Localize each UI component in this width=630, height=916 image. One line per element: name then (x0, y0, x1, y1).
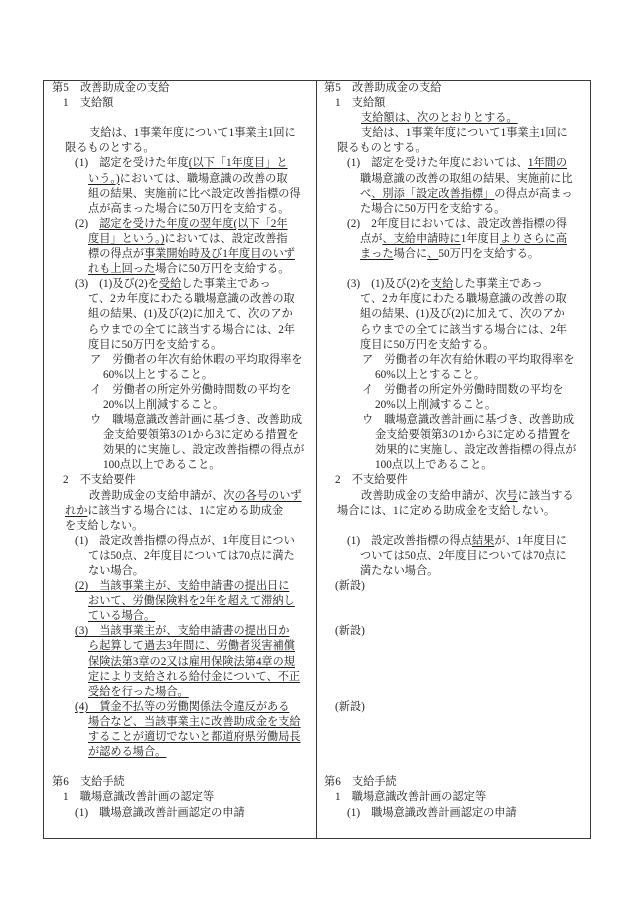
item-line (52, 217, 308, 232)
text-segment: に該当する場合には、1に定める助成金 (87, 504, 284, 517)
blank-line (324, 655, 582, 670)
underlined-item-line: 受給を行った場合。 (88, 685, 189, 698)
underlined-change: 、支給申請時に (382, 232, 461, 245)
item-line (324, 156, 582, 171)
text-segment: に該当する (517, 489, 574, 502)
item-line: 組の結果、実施前に比べ設定改善指標の得 (88, 187, 301, 200)
item-line (52, 156, 308, 171)
sub-item-line: ア 労働者の年次有給休暇の平均取得率を (90, 353, 303, 366)
underlined-item-line: おいて、労働保険料を2年を超えて滞納し (88, 595, 295, 608)
text-segment: 場合に (393, 248, 428, 261)
underlined-change: (以下「1年度目」と (188, 157, 288, 170)
item-line: 組の結果、(1)及び(2)に加えて、次のアか (88, 308, 293, 321)
text-segment: 1年度目 (460, 232, 500, 245)
section-heading: 第6 支給手続 (324, 776, 397, 789)
item-line: ない場合。 (88, 565, 144, 577)
underlined-change: 、別添「設定改善指標」 (371, 187, 495, 200)
text-segment: (3) (1)及び(2)を (347, 278, 431, 291)
sub-item-line: 効果的に実施し、設定改善指標の得点が (103, 444, 305, 457)
subsection-heading: 1 職場意識改善計画の認定等 (335, 791, 487, 804)
paragraph-line: 限るものとする。 (65, 142, 155, 155)
new-text-column (52, 81, 308, 836)
underlined-change: れも上回った (88, 263, 156, 276)
text-segment: べ (360, 187, 372, 200)
underlined-paragraph-line: 支給額は、次のとおりとする。 (361, 112, 518, 125)
underlined-change: よりさらに高 (499, 232, 568, 245)
underlined-item-line: (3) 当該事業主が、支給申請書の提出日か (75, 625, 290, 638)
item-line: て、2カ年度にわたる職場意識の改善の取 (88, 293, 295, 306)
underlined-item-line: が認める場合。 (88, 746, 167, 759)
blank-line (324, 519, 582, 534)
underlined-change: 度目」という。) (88, 232, 165, 245)
sub-item-line: 20%以上削減すること。 (103, 398, 225, 411)
item-line: 組の結果、(1)及び(2)に加えて、次のアか (360, 308, 565, 321)
blank-line (324, 730, 582, 745)
sub-item-line: 金支給要領第3の1から3に定める措置を (375, 429, 571, 442)
item-line: 満たない場合。 (360, 565, 439, 577)
item-line: 点が高まった場合に50万円を支給する。 (88, 202, 290, 215)
subsection-heading: 1 支給額 (63, 97, 114, 110)
item-line: らウまでの全てに該当する場合には、2年 (88, 323, 295, 336)
new-provision-marker: (新設) (335, 625, 365, 638)
paragraph-line (324, 489, 582, 504)
text-segment: 点が (360, 232, 383, 245)
text-segment: 場合に50万円を支給する。 (155, 263, 290, 276)
item-line (324, 187, 582, 202)
blank-line (324, 670, 582, 685)
item-line (52, 262, 308, 277)
item-line (52, 247, 308, 262)
paragraph-line: を支給しない。 (65, 519, 144, 532)
text-segment: 改善助成金の支給申請が、次 (89, 489, 235, 502)
text-segment: 改善助成金の支給申請が、次 (361, 489, 507, 502)
new-provision-marker: (新設) (335, 700, 365, 713)
comparison-table (43, 80, 591, 839)
blank-line (324, 262, 582, 277)
blank-line (52, 111, 308, 126)
underlined-item-line: 保険法第3章の2又は雇用保険法第4章の規 (88, 655, 295, 668)
underlined-change: 号 (506, 489, 518, 502)
column-divider (316, 81, 317, 838)
underlined-change: 1年間の (527, 157, 568, 170)
item-line (52, 277, 308, 292)
sub-item-line: 60%以上とすること。 (103, 368, 214, 381)
sub-item-line: 20%以上削減すること。 (375, 398, 497, 411)
old-text-column (324, 81, 582, 836)
sub-item-line: 100点以上であること。 (375, 459, 493, 472)
sub-item-line: ウ 職場意識改善計画に基づき、改善助成 (90, 414, 303, 427)
paragraph-line: 限るものとする。 (337, 142, 427, 155)
item-line: 度目に50万円を支給する。 (88, 338, 223, 351)
paragraph-line (52, 504, 308, 519)
paragraph-line (52, 489, 308, 504)
item-line (324, 232, 582, 247)
underlined-change: 認定を受けた年度の翌年度(以下「2年 (99, 217, 288, 230)
text-segment: (1) 認定を受けた年度 (75, 157, 189, 170)
underlined-item-line: 場合など、当該事業主に改善助成金を支給 (88, 715, 301, 728)
section-heading: 第5 改善助成金の支給 (324, 82, 442, 94)
item-line: ては50点、2年度目については70点に満た (88, 549, 295, 562)
sub-item-line: イ 労働者の所定外労働時間数の平均を (362, 383, 564, 396)
underlined-change: まった (360, 248, 394, 261)
item-line: (1) 設定改善指標の得点が、1年度目につい (75, 534, 295, 547)
text-segment: が、1年度目に (494, 534, 568, 547)
blank-line (324, 609, 582, 624)
sub-item-line: 60%以上とすること。 (375, 368, 486, 381)
text-segment: においては、設定改善指 (164, 232, 288, 245)
paragraph-line: 支給は、1事業年度について1事業主1回に (89, 127, 296, 140)
underlined-change: いう。) (88, 172, 120, 185)
text-segment: (1) 認定を受けた年度においては、 (347, 157, 528, 170)
item-line: ついては50点、2年度目については70点に (360, 549, 567, 562)
blank-line (324, 715, 582, 730)
subsection-heading: 2 不支給要件 (335, 474, 408, 487)
item-line (324, 277, 582, 292)
blank-line (324, 745, 582, 760)
underlined-change: 、 (427, 248, 439, 261)
item-line (324, 247, 582, 262)
paragraph-line: 場合には、1に定める助成金を支給しない。 (337, 504, 556, 517)
item-line: (1) 職場意識改善計画認定の申請 (347, 806, 517, 819)
blank-line (324, 685, 582, 700)
blank-line (324, 594, 582, 609)
underlined-item-line: (2) 当該事業主が、支給申請書の提出日に (75, 580, 290, 593)
underlined-change: 受給 (158, 278, 182, 291)
item-line: 度目に50万円を支給する。 (360, 338, 495, 351)
sub-item-line: 金支給要領第3の1から3に定める措置を (103, 429, 299, 442)
text-segment: (3) (1)及び(2)を (75, 278, 159, 291)
underlined-change: 事業開始時及び1年度目のいず (143, 248, 295, 261)
underlined-item-line: することが適切でないと都道府県労働局長 (88, 731, 301, 744)
underlined-change: れか (65, 504, 88, 517)
new-provision-marker: (新設) (335, 580, 365, 593)
text-segment: 50万円を支給する。 (438, 248, 540, 261)
sub-item-line: 100点以上であること。 (103, 459, 221, 472)
text-segment: した事業主であっ (181, 278, 271, 291)
text-segment: した事業主であっ (453, 278, 543, 291)
item-line (324, 534, 582, 549)
sub-item-line: ア 労働者の年次有給休暇の平均取得率を (362, 353, 575, 366)
underlined-item-line: ら起算して過去3年間に、労働者災害補償 (88, 640, 295, 653)
blank-line (324, 760, 582, 775)
blank-line (52, 760, 308, 775)
text-segment: (1) 設定改善指標の得点 (347, 534, 472, 547)
item-line: (2) 2年度目においては、設定改善指標の得 (347, 217, 568, 230)
underlined-item-line: 定により支給される給付金について、不正 (88, 670, 301, 683)
item-line (52, 172, 308, 187)
sub-item-line: ウ 職場意識改善計画に基づき、改善助成 (362, 414, 575, 427)
subsection-heading: 2 不支給要件 (63, 474, 136, 487)
item-line (52, 232, 308, 247)
subsection-heading: 1 職場意識改善計画の認定等 (63, 791, 215, 804)
section-heading: 第6 支給手続 (52, 776, 125, 789)
item-line: 職場意識の改善の取組の結果、実施前に比 (360, 172, 573, 185)
item-line: (1) 職場意識改善計画認定の申請 (75, 806, 245, 819)
underlined-item-line: ている場合。 (88, 610, 156, 623)
blank-line (324, 639, 582, 654)
underlined-item-line: (4) 賃金不払等の労働関係法令違反がある (75, 700, 290, 713)
underlined-change: の各号のいず (234, 489, 302, 502)
sub-item-line: イ 労働者の所定外労働時間数の平均を (90, 383, 292, 396)
paragraph-line: 支給は、1事業年度について1事業主1回に (361, 127, 568, 140)
subsection-heading: 1 支給額 (335, 97, 386, 110)
item-line: た場合に50万円を支給する。 (360, 202, 506, 215)
underlined-change: 結果 (471, 534, 495, 547)
text-segment: の得点が高まっ (494, 187, 573, 200)
underlined-change: 支給 (430, 278, 454, 291)
text-segment: (2) (75, 217, 100, 230)
text-segment: においては、職場意識の改善の取 (119, 172, 288, 185)
item-line: らウまでの全てに該当する場合には、2年 (360, 323, 567, 336)
item-line: て、2カ年度にわたる職場意識の改善の取 (360, 293, 567, 306)
text-segment: 標の得点が (88, 248, 144, 261)
section-heading: 第5 改善助成金の支給 (52, 82, 170, 94)
sub-item-line: 効果的に実施し、設定改善指標の得点が (375, 444, 577, 457)
